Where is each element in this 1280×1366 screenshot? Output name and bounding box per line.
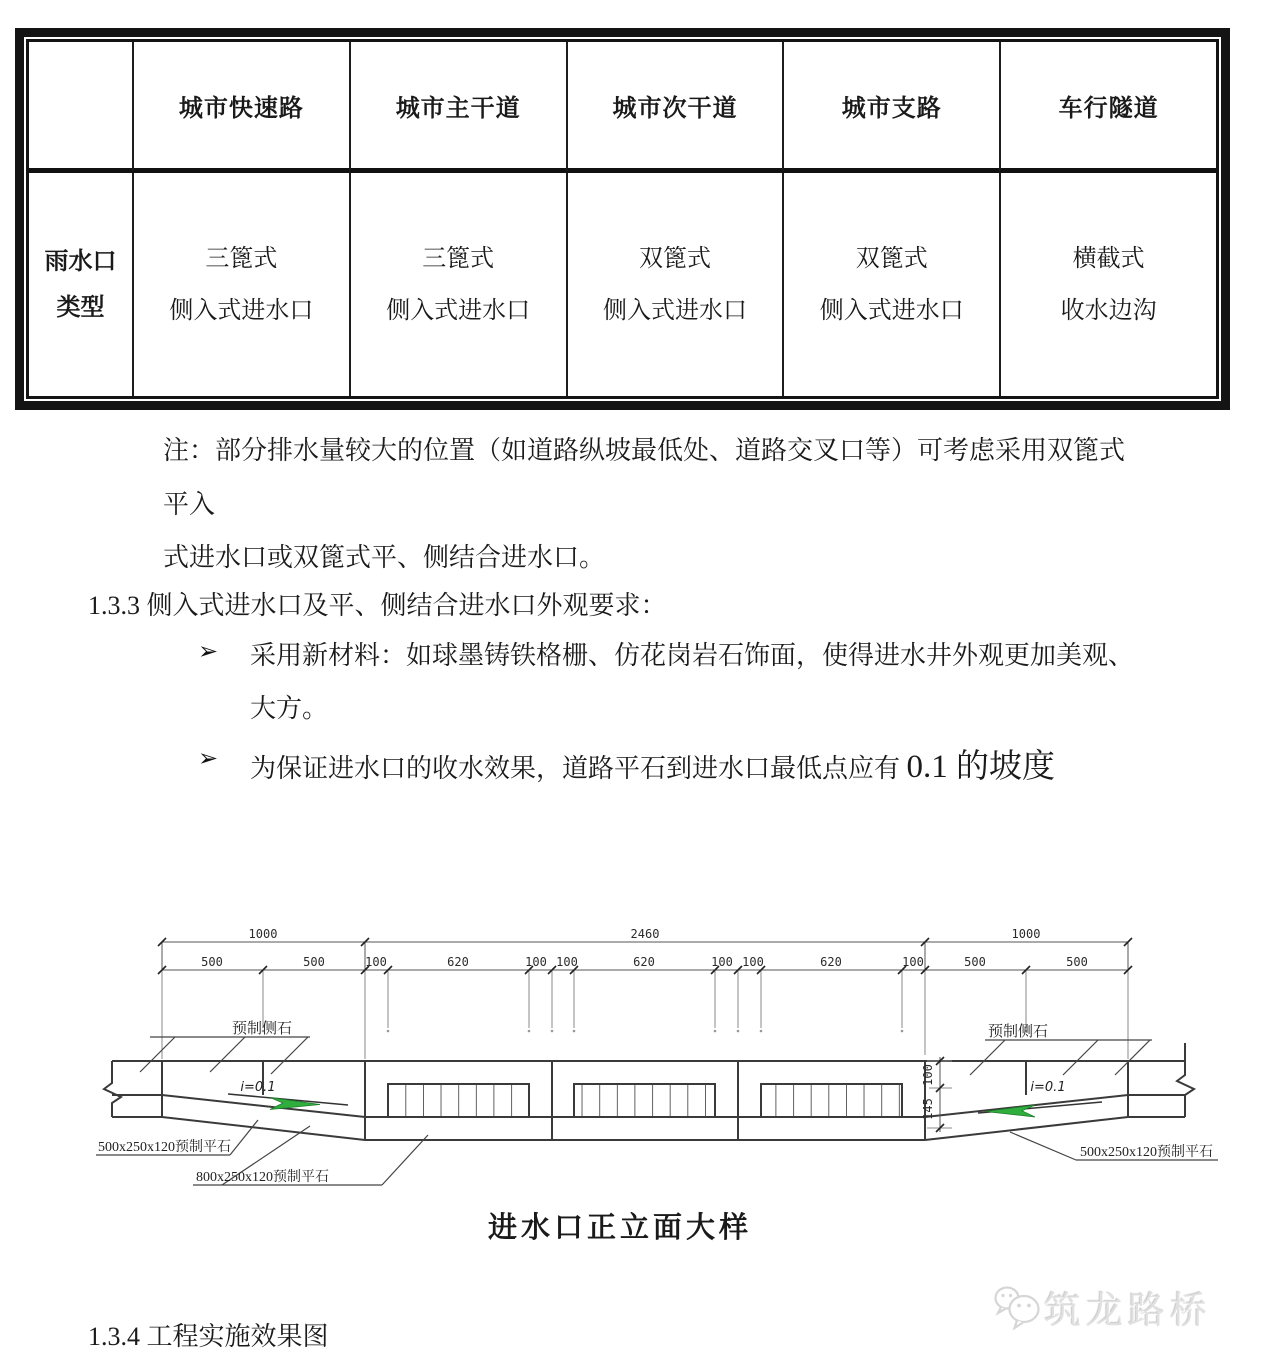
col-header-label: 车行隧道 [1058, 94, 1159, 122]
table-cell-arterial [349, 173, 566, 396]
slope-label-left: i=0.1 [240, 1080, 276, 1095]
bullet-arrow-icon: ➢ [198, 744, 219, 772]
dim-1000-left: 1000 [248, 927, 278, 941]
cell-line1: 三篦式 [422, 245, 495, 272]
corner-cell [29, 42, 132, 173]
curb-stone-label-right: 预制侧石 [988, 1024, 1049, 1040]
cell-line2: 侧入式进水口 [386, 297, 531, 324]
slope-label-right: i=0.1 [1030, 1080, 1066, 1095]
section-heading-133: 1.3.3 侧入式进水口及平、侧结合进水口外观要求： [88, 591, 667, 620]
inlet-elevation-svg [0, 925, 1280, 1217]
table-grid [26, 39, 1219, 399]
table-cell-secondary [566, 173, 783, 396]
note-line2: 平入 [163, 490, 216, 519]
note-line1: 注：部分排水量较大的位置（如道路纵坡最低处、道路交叉口等）可考虑采用双篦式 [163, 436, 1126, 465]
dim-100: 100 [742, 955, 764, 969]
break-symbol-left [104, 1061, 121, 1117]
col-header-label: 城市快速路 [178, 94, 304, 122]
inlet-grates [388, 1084, 902, 1117]
cell-line1: 横截式 [1072, 245, 1145, 272]
note-line3: 式进水口或双篦式平、侧结合进水口。 [163, 543, 606, 572]
slope-indicator-right [978, 1080, 1102, 1117]
dim-500: 500 [201, 955, 223, 969]
cell-line2: 侧入式进水口 [169, 297, 314, 324]
break-symbol-right [1177, 1043, 1194, 1117]
dim-500: 500 [1066, 955, 1088, 969]
col-header-arterial [349, 42, 566, 173]
rainwater-inlet-table [15, 28, 1230, 410]
inlet-elevation-drawing [0, 925, 1280, 1217]
section-heading-134: 1.3.4 工程实施效果图 [88, 1322, 329, 1351]
bullet-arrow-icon: ➢ [198, 637, 219, 665]
dim-100: 100 [525, 955, 547, 969]
table-cell-branch [782, 173, 999, 396]
cell-line2: 收水边沟 [1060, 297, 1157, 324]
cell-line1: 双篦式 [638, 245, 711, 272]
flow-arrow-left [270, 1098, 320, 1110]
row-label-line2: 类型 [56, 294, 105, 321]
bullet2-value: 0.1 [906, 749, 948, 785]
grate-left [388, 1084, 529, 1117]
bullet2-text: 为保证进水口的收水效果，道路平石到进水口最低点应有 [250, 754, 907, 783]
dim-500: 500 [964, 955, 986, 969]
dim-2460: 2460 [630, 927, 660, 941]
col-header-tunnel [999, 42, 1216, 173]
dim-620: 620 [447, 955, 469, 969]
dim-100: 100 [556, 955, 578, 969]
bullet2-suffix: 的坡度 [947, 749, 1056, 785]
col-header-secondary [566, 42, 783, 173]
cell-line2: 侧入式进水口 [819, 297, 964, 324]
dim-v-145: 145 [921, 1098, 935, 1120]
dim-100: 100 [902, 955, 924, 969]
cell-line2: 侧入式进水口 [602, 297, 747, 324]
col-header-label: 城市次干道 [612, 94, 738, 122]
flat-stone-label-left: 500x250x120预制平石 [98, 1140, 231, 1155]
dim-v-100: 100 [921, 1064, 935, 1086]
table-cell-tunnel [999, 173, 1216, 396]
flat-stone-label-center: 800x250x120预制平石 [196, 1170, 329, 1185]
watermark [992, 1280, 1212, 1334]
dim-620: 620 [820, 955, 842, 969]
row-label-cell [29, 173, 132, 396]
drawing-title: 进水口正立面大样 [487, 1212, 752, 1244]
dim-620: 620 [633, 955, 655, 969]
col-header-label: 城市主干道 [395, 94, 521, 122]
dimension-labels-row2 [201, 955, 1088, 969]
bullet1-line2: 大方。 [250, 694, 329, 723]
curb-leaders [140, 1037, 1152, 1075]
cell-line1: 双篦式 [855, 245, 928, 272]
grate-right [761, 1084, 902, 1117]
cell-line1: 三篦式 [205, 245, 278, 272]
table-cell-expressway [132, 173, 349, 396]
dim-100: 100 [711, 955, 733, 969]
bullet2-line [250, 740, 1055, 787]
flat-stone-label-right: 500x250x120预制平石 [1080, 1145, 1213, 1160]
col-header-branch [782, 42, 999, 173]
dim-100: 100 [365, 955, 387, 969]
col-header-label: 城市支路 [841, 94, 942, 122]
grate-center [574, 1084, 715, 1117]
col-header-expressway [132, 42, 349, 173]
curb-stone-label-left: 预制侧石 [232, 1021, 293, 1037]
dim-1000-right: 1000 [1011, 927, 1041, 941]
bullet1-line1: 采用新材料：如球墨铸铁格栅、仿花岗岩石饰面，使得进水井外观更加美观、 [250, 641, 1135, 670]
dim-500: 500 [303, 955, 325, 969]
row-label-line1: 雨水口 [44, 248, 117, 275]
extension-dots [262, 1030, 1028, 1033]
watermark-text: 筑龙路桥 [1044, 1291, 1212, 1332]
wechat-bubbles-icon [992, 1283, 1044, 1331]
